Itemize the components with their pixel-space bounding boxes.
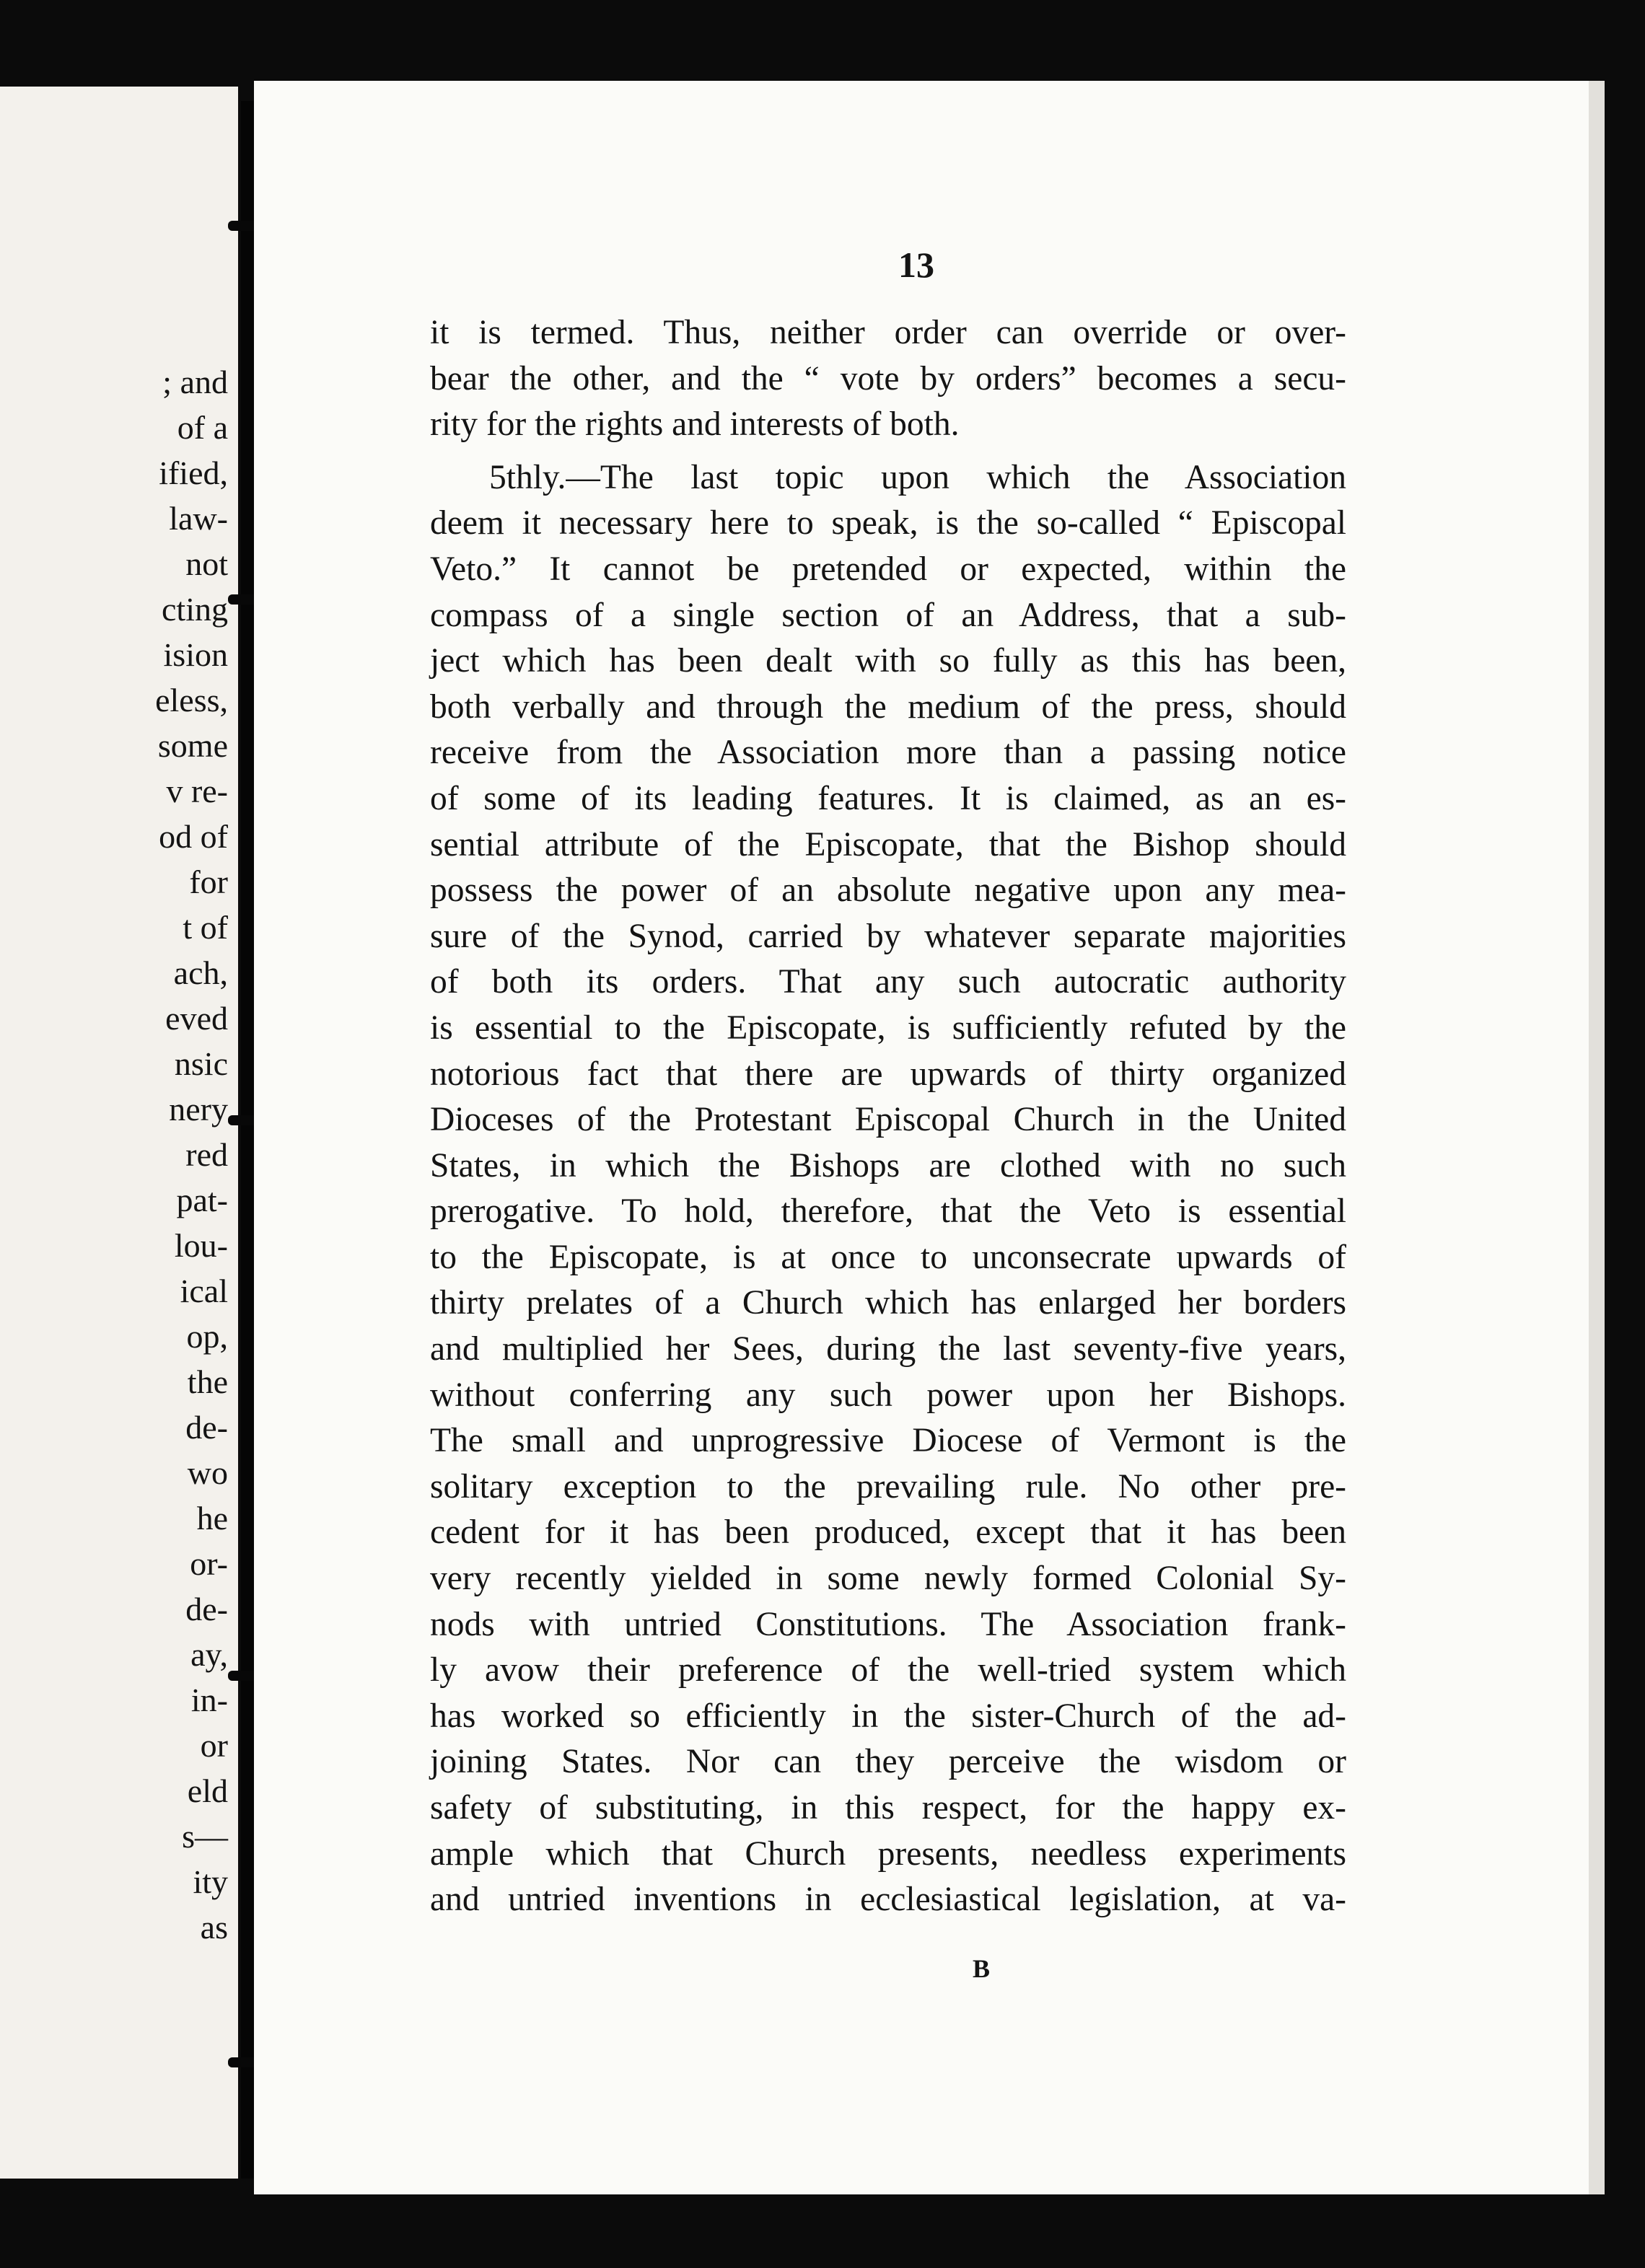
text-line: thirty prelates of a Church which has enlarged her borders — [430, 1284, 1346, 1322]
paragraph-continuation — [430, 310, 1346, 448]
text-line: 5thly.—The last topic upon which the Association — [489, 458, 1346, 496]
previous-page-line-fragment: t of — [183, 909, 228, 946]
text-line: solitary exception to the prevailing rule. No other pre- — [430, 1467, 1346, 1506]
text-line: The small and unprogressive Diocese of Vermont is the — [430, 1422, 1346, 1460]
text-line: to the Episcopate, is at once to unconsecrate upwards of — [430, 1238, 1346, 1276]
previous-page-line-fragment: de- — [185, 1409, 228, 1446]
text-line: safety of substituting, in this respect, for the happy ex- — [430, 1789, 1346, 1827]
previous-page-line-fragment: the — [187, 1363, 228, 1400]
text-line: and multiplied her Sees, during the last seventy-five years, — [430, 1330, 1346, 1368]
text-line: of both its orders. That any such autocratic authority — [430, 963, 1346, 1001]
text-line: it is termed. Thus, neither order can override or over- — [430, 314, 1346, 351]
previous-page-line-fragment: eless, — [155, 682, 228, 718]
previous-page-line-fragment: pat- — [176, 1182, 228, 1218]
page-body-text — [430, 310, 1346, 1923]
previous-page-line-fragment: or — [200, 1727, 228, 1764]
previous-page-line-fragment: wo — [187, 1454, 228, 1491]
previous-page-line-fragment: ity — [193, 1863, 228, 1900]
previous-page-line-fragment: law- — [169, 500, 228, 537]
paragraph-episcopal-veto — [430, 455, 1346, 1923]
text-line: possess the power of an absolute negative upon any mea- — [430, 871, 1346, 910]
previous-page-line-fragment: eld — [187, 1772, 228, 1809]
previous-page-line-fragment: op, — [186, 1318, 228, 1355]
previous-page-line-fragment: ; and — [162, 364, 228, 400]
previous-page-line-fragment: as — [200, 1909, 228, 1946]
text-line: ly avow their preference of the well-tried system which — [430, 1651, 1346, 1689]
text-line: both verbally and through the medium of the press, should — [430, 687, 1346, 726]
previous-page-line-fragment: ified, — [159, 454, 228, 491]
text-line: notorious fact that there are upwards of thirty organized — [430, 1055, 1346, 1093]
previous-page — [0, 87, 238, 2179]
text-line: and untried inventions in ecclesiastical legislation, at va- — [430, 1881, 1346, 1919]
previous-page-line-fragment: od of — [159, 818, 228, 855]
text-line: Veto.” It cannot be pretended or expected, within the — [430, 550, 1346, 588]
previous-page-line-fragment: of a — [177, 409, 228, 446]
previous-page-line-fragment: nsic — [174, 1045, 228, 1082]
text-line: of some of its leading features. It is claimed, as an es- — [430, 779, 1346, 817]
previous-page-line-fragment: not — [185, 545, 228, 582]
previous-page-text-fragments — [155, 359, 228, 1950]
text-line: sential attribute of the Episcopate, that the Bishop should — [430, 825, 1346, 863]
previous-page-line-fragment: eved — [165, 1000, 228, 1037]
text-line: rity for the rights and interests of both. — [430, 405, 960, 444]
text-line: ject which has been dealt with so fully as this has been, — [430, 642, 1346, 680]
text-line: very recently yielded in some newly formed Colonial Sy- — [430, 1560, 1346, 1598]
previous-page-line-fragment: red — [185, 1136, 228, 1173]
text-line: States, in which the Bishops are clothed with no such — [430, 1146, 1346, 1184]
previous-page-line-fragment: lou- — [174, 1227, 228, 1264]
previous-page-line-fragment: ical — [180, 1273, 228, 1309]
text-line: compass of a single section of an Address, that a sub- — [430, 596, 1346, 634]
text-line: prerogative. To hold, therefore, that the Veto is essential — [430, 1192, 1346, 1231]
text-line: cedent for it has been produced, except that it has been — [430, 1513, 1346, 1552]
printer-signature-mark: B — [972, 1954, 990, 1983]
text-line: ample which that Church presents, needless experiments — [430, 1834, 1346, 1873]
page-number: 13 — [898, 245, 934, 285]
previous-page-line-fragment: ach, — [173, 954, 228, 991]
previous-page-line-fragment: for — [189, 863, 228, 900]
previous-page-line-fragment: ision — [163, 636, 228, 673]
text-line: deem it necessary here to speak, is the so-called “ Episcopal — [430, 504, 1346, 542]
text-line: is essential to the Episcopate, is sufficiently refuted by the — [430, 1008, 1346, 1047]
text-line: Dioceses of the Protestant Episcopal Church in the United — [430, 1101, 1346, 1139]
text-line: bear the other, and the “ vote by orders” becomes a secu- — [430, 359, 1346, 397]
previous-page-line-fragment: nery — [169, 1091, 228, 1128]
text-line: nods with untried Constitutions. The Association frank- — [430, 1605, 1346, 1643]
previous-page-line-fragment: de- — [185, 1591, 228, 1627]
previous-page-line-fragment: v re- — [166, 773, 228, 809]
text-line: without conferring any such power upon her Bishops. — [430, 1376, 1346, 1414]
text-line: joining States. Nor can they perceive the wisdom or — [430, 1743, 1346, 1781]
previous-page-line-fragment: cting — [162, 591, 228, 628]
previous-page-line-fragment: or- — [190, 1545, 228, 1582]
previous-page-line-fragment: ay, — [190, 1636, 228, 1673]
previous-page-line-fragment: in- — [190, 1682, 228, 1718]
previous-page-line-fragment: he — [196, 1500, 228, 1537]
previous-page-line-fragment: s— — [182, 1818, 228, 1855]
text-line: has worked so efficiently in the sister-Church of the ad- — [430, 1697, 1346, 1735]
text-line: sure of the Synod, carried by whatever separate majorities — [430, 917, 1346, 955]
text-line: receive from the Association more than a passing notice — [430, 734, 1346, 772]
previous-page-line-fragment: some — [157, 727, 228, 764]
